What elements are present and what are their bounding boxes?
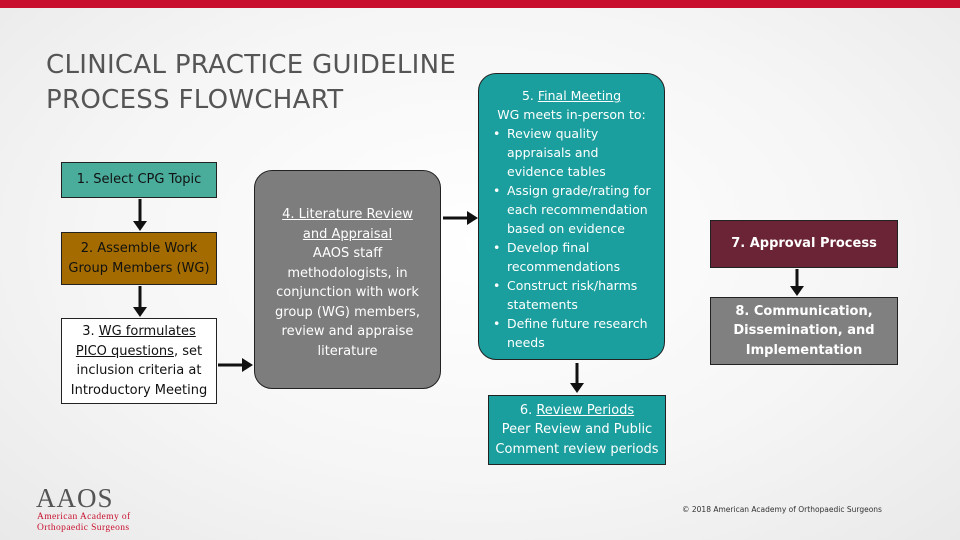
step-5-bullet: • Construct risk/harms statements [485,276,658,314]
step-4-heading-b: and Appraisal [302,226,393,242]
step-3-text-c: Introductory Meeting [70,382,208,398]
logo-subtitle [37,512,167,533]
logo-subtitle-line2: Orthopaedic Surgeons [37,522,130,533]
step-5-bullet: • Review quality appraisals and evidence tables [485,124,658,181]
arrow-step3-to-step4 [218,356,254,374]
step-6-line3: Comment review periods [495,441,659,457]
arrow-step1-to-step2 [131,199,149,232]
aaos-logo [36,484,156,532]
step-3-pico-questions [61,318,217,404]
page-title-line1: CLINICAL PRACTICE GUIDELINE [46,50,457,80]
step-3-line1 [82,322,196,342]
page-title [46,48,476,118]
logo-wordmark: AAOS [36,483,114,513]
step-5-bullet: • Define future research needs [485,314,658,352]
step-3-line2 [76,342,202,362]
step-6-heading: Review Periods [536,402,635,418]
step-2-assemble-work-group [61,232,217,285]
step-8-communication [710,297,898,365]
step-6-title [520,401,634,421]
arrow-step5-to-step6 [568,363,586,394]
step-8-line1: 8. Communication, [735,303,873,319]
step-2-line2: Group Members (WG) [68,260,210,276]
step-4-body: AAOS staff methodologists, in conjunction with work group (WG) members, review and appraise literature [275,246,420,359]
step-1-label: 1. Select CPG Topic [76,172,202,188]
step-4-heading-a: 4. Literature Review [282,207,413,222]
step-6-prefix: 6. [519,402,537,418]
step-3-text-a: , set [173,343,203,359]
arrow-step7-to-step8 [788,269,806,297]
step-8-line2: Dissemination, and [733,323,875,339]
copyright-notice: © 2018 American Academy of Orthopaedic Surgeons [682,505,882,514]
step-6-review-periods [488,395,666,465]
page-title-line2: PROCESS FLOWCHART [46,85,344,115]
top-accent-bar [0,0,960,8]
step-5-intro: WG meets in-person to: [497,107,646,122]
step-5-final-meeting [478,73,665,360]
step-3-heading-a: WG formulates [98,324,196,339]
step-2-line1: 2. Assemble Work [80,241,198,256]
arrow-step2-to-step3 [131,286,149,318]
step-5-heading: Final Meeting [537,88,622,103]
step-5-title [485,86,658,105]
step-5-bullet-list [485,124,658,352]
arrow-step4-to-step5 [443,209,479,227]
step-4-literature-review [254,170,441,389]
step-5-bullet: • Develop final recommendations [485,238,658,276]
step-7-label: 7. Approval Process [731,236,877,252]
step-3-text-b: inclusion criteria at [76,363,202,378]
step-5-prefix: 5. [521,88,538,103]
step-3-heading-b: PICO questions [75,343,174,359]
step-8-line3: Implementation [745,342,863,358]
logo-subtitle-line1: American Academy of [37,512,131,522]
step-5-bullet: • Assign grade/rating for each recommendation based on evidence [485,181,658,238]
step-6-line2: Peer Review and Public [501,422,653,438]
step-7-approval-process [710,220,898,268]
step-1-select-topic [61,162,217,198]
step-3-prefix: 3. [82,324,99,339]
